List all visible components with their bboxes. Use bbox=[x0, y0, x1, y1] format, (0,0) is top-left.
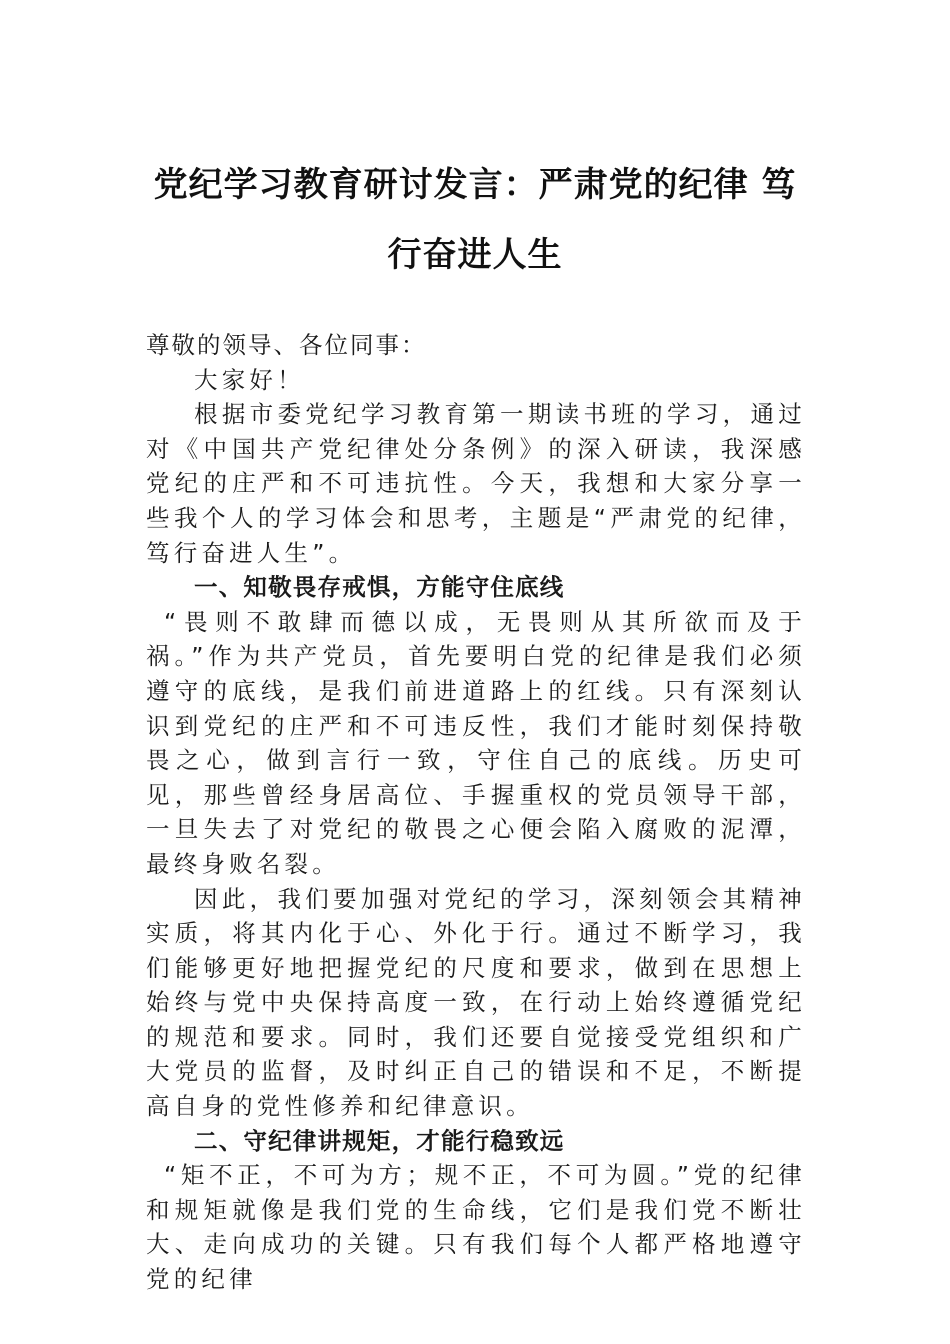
section2-paragraph-1: “矩不正，不可为方；规不正，不可为圆。”党的纪律和规矩就像是我们党的生命线，它们是我们党不断壮大、走向成功的关键。只有我们每个人都严格地遵守党的纪律 bbox=[146, 1161, 806, 1294]
greeting: 大家好！ bbox=[194, 365, 305, 394]
salutation: 尊敬的领导、各位同事： bbox=[146, 331, 427, 359]
document-title-line-1: 党纪学习教育研讨发言：严肃党的纪律 笃 bbox=[153, 165, 797, 205]
section-heading-2: 二、守纪律讲规矩，才能行稳致远 bbox=[194, 1126, 565, 1155]
section1-paragraph-2: 因此，我们要加强对党纪的学习，深刻领会其精神实质，将其内化于心、外化于行。通过不断学习，我们能够更好地把握党纪的尺度和要求，做到在思想上始终与党中央保持高度一致，在行动上始终遵循党纪的规范和要求。同时，我们还要自觉接受党组织和广大党员的监督，及时纠正自己的错误和不足，不断提高自身的党性修养和纪律意识。 bbox=[146, 884, 806, 1121]
document-title-line-2: 行奋进人生 bbox=[387, 235, 563, 275]
section1-paragraph-1: “畏则不敢肆而德以成，无畏则从其所欲而及于祸。”作为共产党员，首先要明白党的纪律是我们必须遵守的底线，是我们前进道路上的红线。只有深刻认识到党纪的庄严和不可违反性，我们才能时刻保持敬畏之心，做到言行一致，守住自己的底线。历史可见，那些曾经身居高位、手握重权的党员领导干部，一旦失去了对党纪的敬畏之心便会陷入腐败的泥潭，最终身败名裂。 bbox=[146, 607, 806, 878]
intro-paragraph: 根据市委党纪学习教育第一期读书班的学习，通过对《中国共产党纪律处分条例》的深入研读，我深感党纪的庄严和不可违抗性。今天，我想和大家分享一些我个人的学习体会和思考，主题是“严肃党的纪律，笃行奋进人生”。 bbox=[146, 400, 806, 567]
section-heading-1: 一、知敬畏存戒惧，方能守住底线 bbox=[194, 573, 565, 602]
document-body bbox=[146, 328, 806, 1297]
